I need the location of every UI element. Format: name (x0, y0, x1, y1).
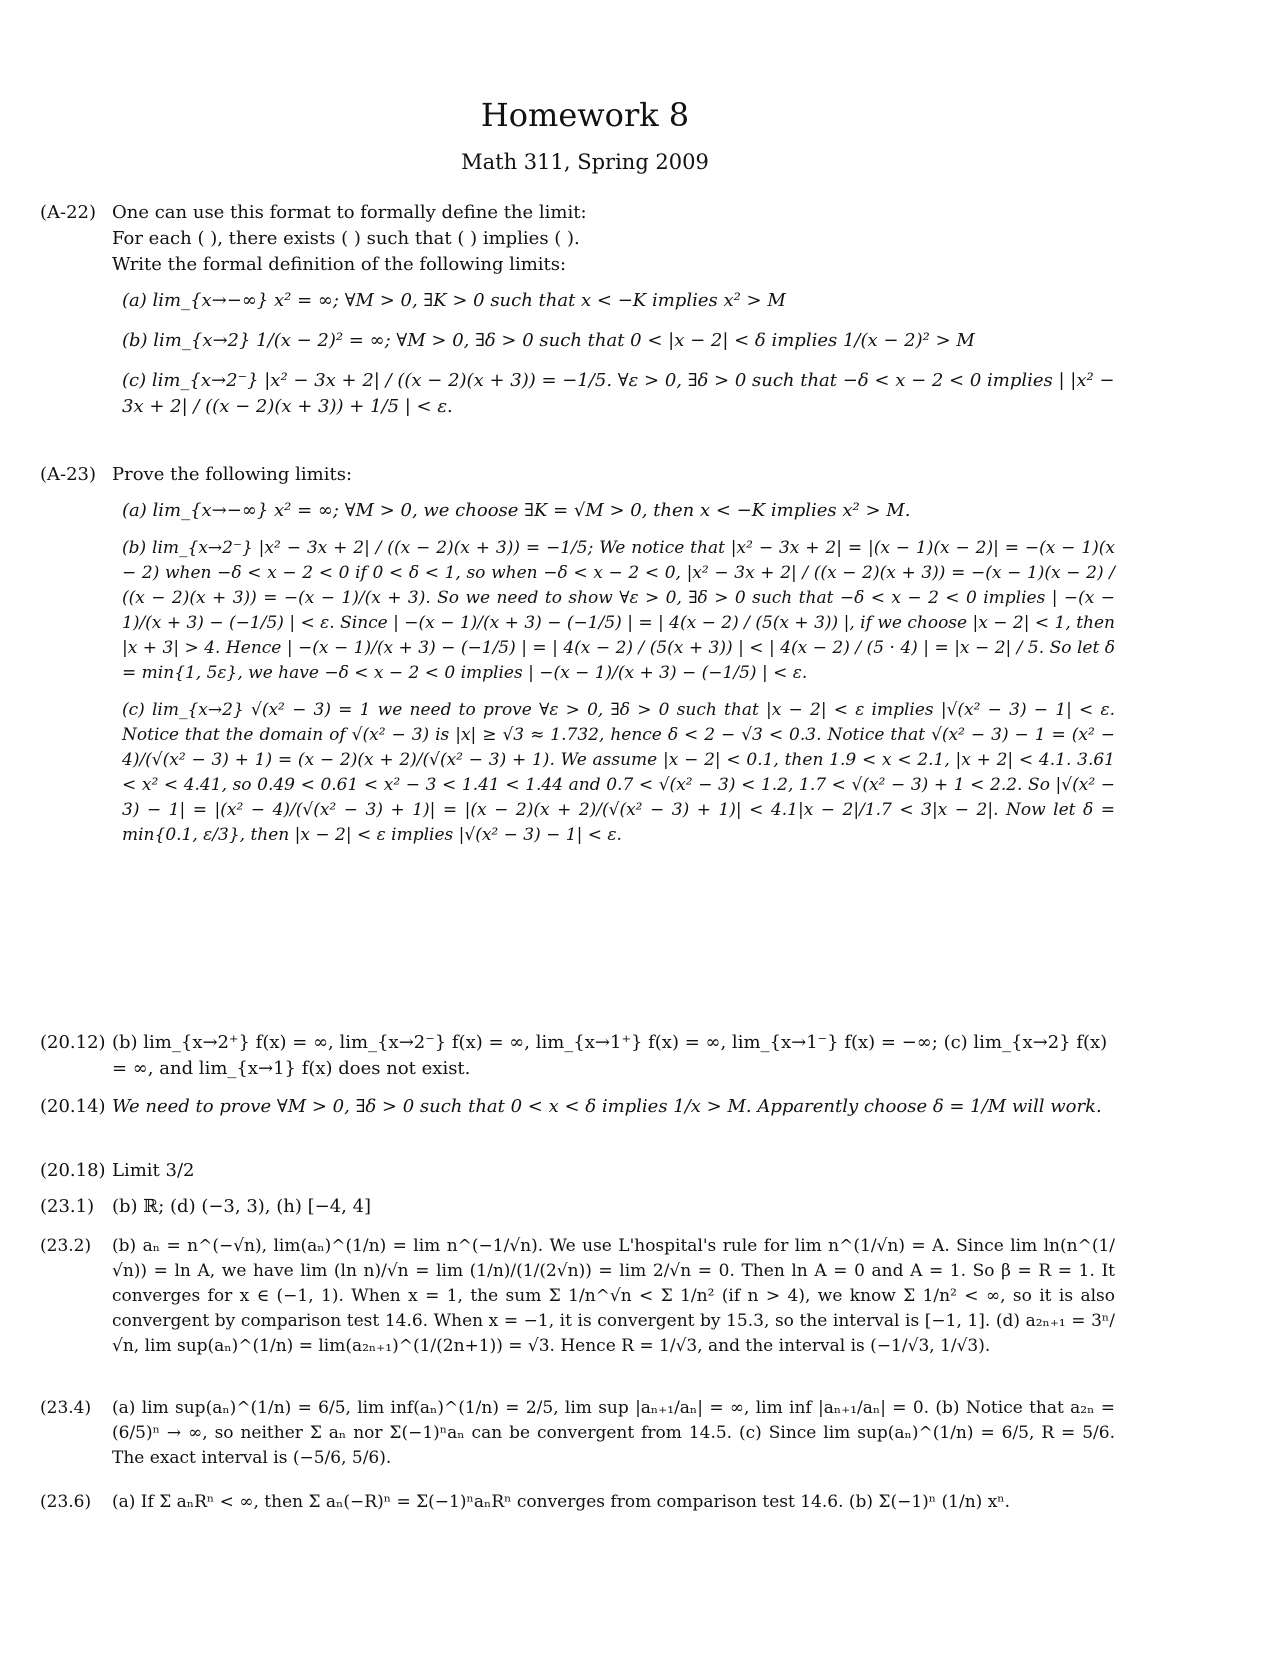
problem-line: Write the formal definition of the following limits: (112, 254, 567, 275)
problem-line: We need to prove ∀M > 0, ∃δ > 0 such that 0 < x < δ implies 1/x > M. Apparently choose δ = 1/M will work. (112, 1096, 1102, 1117)
problem-line: (a) If Σ aₙRⁿ < ∞, then Σ aₙ(−R)ⁿ = Σ(−1)ⁿaₙRⁿ converges from comparison test 14.6. (b) Σ(−1)ⁿ (1/n) xⁿ. (112, 1492, 1011, 1512)
problem-tag: (A-23) (40, 464, 97, 485)
problem-tag: (23.4) (40, 1398, 92, 1418)
problem-tag: (20.12) (40, 1032, 106, 1053)
problem-tag: (23.2) (40, 1236, 92, 1256)
problem-part-a: (a) lim_{x→−∞} x² = ∞; ∀M > 0, ∃K > 0 such that x < −K implies x² > M (122, 290, 786, 311)
page-subtitle: Math 311, Spring 2009 (461, 150, 709, 174)
problem-23-1 (40, 1194, 1115, 1220)
problem-a23 (40, 462, 1115, 848)
problem-line: Prove the following limits: (112, 464, 353, 485)
problem-part-a: (a) lim_{x→−∞} x² = ∞; ∀M > 0, we choose ∃K = √M > 0, then x < −K implies x² > M. (122, 500, 911, 521)
problem-20-18 (40, 1158, 1115, 1184)
problem-line: One can use this format to formally define the limit: (112, 202, 587, 223)
problem-20-14 (40, 1094, 1115, 1120)
problem-tag: (23.6) (40, 1492, 92, 1512)
problem-tag: (23.1) (40, 1196, 95, 1217)
problem-line: (b) aₙ = n^(−√n), lim(aₙ)^(1/n) = lim n^(−1/√n). We use L'hospital's rule for lim n^(1/√n) = A. Since lim ln(n^(1/√n)) = ln A, we have lim (ln n)/√n = lim (1/n)/(1/(2√n)) = lim 2/√n = 0. Then ln A = 0 and A = 1. So β = R = 1. It converges for x ∈ (−1, 1). When x = 1, the sum Σ 1/n^√n < Σ 1/n² (if n > 4), we know Σ 1/n² < ∞, so it is also convergent by comparison test 14.6. When x = −1, it is convergent by 15.3, so the interval is [−1, 1]. (d) a₂ₙ₊₁ = 3ⁿ/√n, lim sup(aₙ)^(1/n) = lim(a₂ₙ₊₁)^(1/(2n+1)) = √3. Hence R = 1/√3, and the interval is (−1/√3, 1/√3). (112, 1236, 1115, 1356)
problem-tag: (20.18) (40, 1160, 106, 1181)
problem-23-6 (40, 1490, 1115, 1515)
problem-line: (b) lim_{x→2⁺} f(x) = ∞, lim_{x→2⁻} f(x) = ∞, lim_{x→1⁺} f(x) = ∞, lim_{x→1⁻} f(x) = −∞; (c) lim_{x→2} f(x) = ∞, and lim_{x→1} f(x) does not exist. (112, 1032, 1108, 1079)
problem-part-c: (c) lim_{x→2⁻} |x² − 3x + 2| / ((x − 2)(x + 3)) = −1/5. ∀ε > 0, ∃δ > 0 such that −δ < x − 2 < 0 implies | |x² − 3x + 2| / ((x − 2)(x + 3)) + 1/5 | < ε. (122, 370, 1115, 417)
problem-tag: (A-22) (40, 202, 97, 223)
problem-part-b: (b) lim_{x→2} 1/(x − 2)² = ∞; ∀M > 0, ∃δ > 0 such that 0 < |x − 2| < δ implies 1/(x − 2)² > M (122, 330, 975, 351)
problem-23-2 (40, 1234, 1115, 1359)
problem-23-4 (40, 1396, 1115, 1471)
page-title: Homework 8 (480, 96, 690, 134)
problem-tag: (20.14) (40, 1096, 106, 1117)
problem-line: (b) ℝ; (d) (−3, 3), (h) [−4, 4] (112, 1196, 372, 1217)
problem-line: Limit 3/2 (112, 1160, 195, 1181)
problem-part-c: (c) lim_{x→2} √(x² − 3) = 1 we need to prove ∀ε > 0, ∃δ > 0 such that |x − 2| < ε implies |√(x² − 3) − 1| < ε. Notice that the domain of √(x² − 3) is |x| ≥ √3 ≈ 1.732, hence δ < 2 − √3 < 0.3. Notice that √(x² − 3) − 1 = (x² − 4)/(√(x² − 3) + 1) = (x − 2)(x + 2)/(√(x² − 3) + 1). We assume |x − 2| < 0.1, then 1.9 < x < 2.1, |x + 2| < 4.1. 3.61 < x² < 4.41, so 0.49 < 0.61 < x² − 3 < 1.41 < 1.44 and 0.7 < √(x² − 3) < 1.2, 1.7 < √(x² − 3) + 1 < 2.2. So |√(x² − 3) − 1| = |(x² − 4)/(√(x² − 3) + 1)| = |(x − 2)(x + 2)/(√(x² − 3) + 1)| < 4.1|x − 2|/1.7 < 3|x − 2|. Now let δ = min{0.1, ε/3}, then |x − 2| < ε implies |√(x² − 3) − 1| < ε. (122, 700, 1115, 845)
problem-a22 (40, 200, 1115, 420)
problem-part-b: (b) lim_{x→2⁻} |x² − 3x + 2| / ((x − 2)(x + 3)) = −1/5; We notice that |x² − 3x + 2| = |(x − 1)(x − 2)| = −(x − 1)(x − 2) when −δ < x − 2 < 0 if 0 < δ < 1, so when −δ < x − 2 < 0, |x² − 3x + 2| / ((x − 2)(x + 3)) = −(x − 1)(x − 2) / ((x − 2)(x + 3)) = −(x − 1)/(x + 3). So we need to show ∀ε > 0, ∃δ > 0 such that −δ < x − 2 < 0 implies | −(x − 1)/(x + 3) − (−1/5) | < ε. Since | −(x − 1)/(x + 3) − (−1/5) | = | 4(x − 2) / (5(x + 3)) |, if we choose |x − 2| < 1, then |x + 3| > 4. Hence | −(x − 1)/(x + 3) − (−1/5) | = | 4(x − 2) / (5(x + 3)) | < | 4(x − 2) / (5 · 4) | = |x − 2| / 5. So let δ = min{1, 5ε}, we have −δ < x − 2 < 0 implies | −(x − 1)/(x + 3) − (−1/5) | < ε. (122, 538, 1115, 683)
problem-line: (a) lim sup(aₙ)^(1/n) = 6/5, lim inf(aₙ)^(1/n) = 2/5, lim sup |aₙ₊₁/aₙ| = ∞, lim inf |aₙ₊₁/aₙ| = 0. (b) Notice that a₂ₙ = (6/5)ⁿ → ∞, so neither Σ aₙ nor Σ(−1)ⁿaₙ can be convergent from 14.5. (c) Since lim sup(aₙ)^(1/n) = 6/5, R = 5/6. The exact interval is (−5/6, 5/6). (112, 1398, 1115, 1468)
problem-20-12 (40, 1030, 1115, 1082)
problem-line: For each ( ), there exists ( ) such that ( ) implies ( ). (112, 228, 580, 249)
